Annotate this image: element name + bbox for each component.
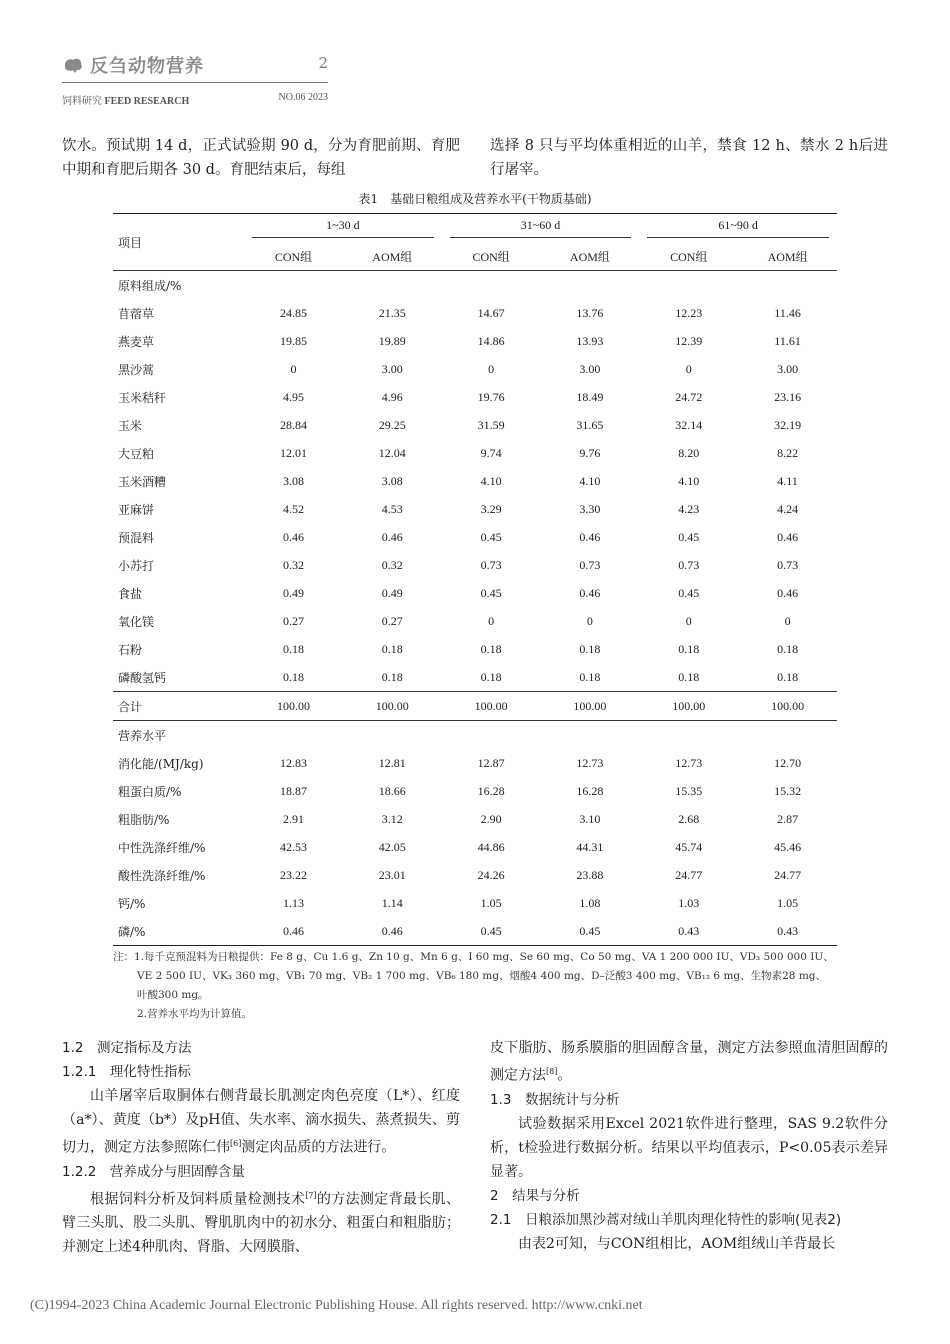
heading-1-2: 1.2 测定指标及方法 (62, 1040, 192, 1056)
cell-value: 42.53 (279, 839, 307, 854)
cell-value: 0.18 (579, 669, 601, 684)
period-header: 1~30 d (252, 218, 434, 238)
cell-value: 23.01 (378, 867, 406, 882)
cell-value: 44.31 (576, 839, 604, 854)
item-header: 项目 (113, 214, 244, 271)
cell-value: 0.45 (678, 585, 700, 600)
table-row (113, 439, 837, 467)
cell-value: 0.32 (381, 557, 403, 572)
cell-value: 12.23 (675, 305, 703, 320)
row-label: 磷酸氢钙 (118, 670, 167, 685)
table-row (113, 495, 837, 523)
cell-value: 0.27 (381, 613, 403, 628)
cell-value: 0.49 (381, 585, 403, 600)
table-notes (113, 948, 843, 1024)
copyright-footer: (C)1994-2023 China Academic Journal Electronic Publishing House. All rights reserved. http://www.cnki.net (30, 1298, 643, 1313)
cell-value: 19.89 (378, 333, 406, 348)
cell-value: 15.32 (774, 783, 802, 798)
cell-value: 0.46 (282, 923, 304, 938)
cell-value: 18.66 (378, 783, 406, 798)
cell-value: 18.49 (576, 389, 604, 404)
citation: [7] (305, 1190, 317, 1200)
cell-value: 0.43 (678, 923, 700, 938)
cell-value: 0 (784, 613, 791, 628)
cell-value: 31.65 (576, 417, 604, 432)
cell-value: 3.00 (777, 361, 799, 376)
row-label: 氧化镁 (118, 614, 155, 629)
diet-table (113, 213, 837, 946)
cell-value: 24.26 (477, 867, 505, 882)
cell-value: 100.00 (375, 698, 409, 713)
body-left-column (62, 1036, 460, 1259)
cell-value: 2.91 (282, 811, 304, 826)
cell-value: 21.35 (378, 305, 406, 320)
row-label: 小苏打 (118, 558, 155, 573)
cell-value: 3.00 (381, 361, 403, 376)
cell-value: 12.83 (279, 755, 307, 770)
cell-value: 0.46 (777, 585, 799, 600)
cell-value: 12.81 (378, 755, 406, 770)
cell-value: 0 (488, 361, 495, 376)
cell-value: 0.32 (282, 557, 304, 572)
table-row (113, 299, 837, 327)
cell-value: 24.85 (279, 305, 307, 320)
group-header: CON组 (670, 249, 708, 264)
cell-value: 16.28 (477, 783, 505, 798)
cell-value: 3.10 (579, 811, 601, 826)
row-label: 磷/% (118, 924, 146, 939)
cell-value: 3.12 (381, 811, 403, 826)
cell-value: 0.45 (480, 585, 502, 600)
cell-value: 4.10 (480, 473, 502, 488)
table-row (113, 777, 837, 805)
cell-value: 3.08 (381, 473, 403, 488)
section-label: 营养水平 (118, 728, 167, 743)
intro-right: 选择 8 只与平均体重相近的山羊，禁食 12 h、禁水 2 h后进行屠宰。 (490, 138, 888, 178)
cell-value: 0.18 (282, 641, 304, 656)
note-1-cont: VE 2 500 IU、VK₃ 360 mg、VB₁ 70 mg、VB₂ 1 700 mg、VB₆ 180 mg、烟酸4 400 mg、D–泛酸3 400 mg、VB₁₂ 6 mg、生物素28 mg、 (137, 970, 827, 982)
cell-value: 0 (586, 613, 593, 628)
row-label: 粗脂肪/% (118, 812, 170, 827)
table-row (113, 327, 837, 355)
table-caption: 表1 基础日粮组成及营养水平(干物质基础) (358, 192, 592, 206)
citation: [6] (230, 1139, 242, 1148)
cell-value: 0.18 (381, 641, 403, 656)
cell-value: 15.35 (675, 783, 703, 798)
cell-value: 0.18 (480, 669, 502, 684)
group-header: AOM组 (767, 249, 808, 264)
row-label: 燕麦草 (118, 334, 155, 349)
table-row (113, 663, 837, 692)
row-label: 玉米酒糟 (118, 474, 167, 489)
paragraph-cont: 皮下脂肪、肠系膜脂的胆固醇含量，测定方法参照血清胆固醇的测定方法[8]。 (490, 1040, 888, 1084)
table-row (113, 355, 837, 383)
page-header (62, 52, 328, 107)
cell-value: 12.70 (774, 755, 802, 770)
cell-value: 9.76 (579, 445, 601, 460)
table-row (113, 889, 837, 917)
cell-value: 0.46 (282, 529, 304, 544)
table-row (113, 551, 837, 579)
page-number: 2 (318, 54, 328, 72)
row-label: 玉米 (118, 418, 143, 433)
cell-value: 0.18 (777, 669, 799, 684)
cell-value: 2.90 (480, 811, 502, 826)
cell-value: 9.74 (480, 445, 502, 460)
cell-value: 0 (290, 361, 297, 376)
cell-value: 12.87 (477, 755, 505, 770)
cell-value: 1.03 (678, 895, 700, 910)
row-label: 中性洗涤纤维/% (118, 840, 206, 855)
table-row (113, 411, 837, 439)
intro-left: 饮水。预试期 14 d，正式试验期 90 d，分为育肥前期、育肥中期和育肥后期各 30 d。育肥结束后，每组 (62, 138, 460, 178)
cell-value: 42.05 (378, 839, 406, 854)
cell-value: 11.46 (774, 305, 801, 320)
table-row (113, 805, 837, 833)
cell-value: 44.86 (477, 839, 505, 854)
cell-value: 4.23 (678, 501, 700, 516)
cell-value: 0.18 (480, 641, 502, 656)
paragraph-1-2-2: 根据饲料分析及饲料质量检测技术[7]的方法测定背最长肌、臂三头肌、股二头肌、臀肌肌肉中的初水分、粗蛋白和粗脂肪；并测定上述4种肌肉、肾脂、大网膜脂、 (62, 1190, 461, 1256)
table-row (113, 523, 837, 551)
cell-value: 0.46 (579, 529, 601, 544)
body-right-column (490, 1036, 888, 1256)
cell-value: 18.87 (279, 783, 307, 798)
journal-cn: 饲料研究 (62, 96, 102, 107)
cell-value: 0 (685, 361, 692, 376)
cell-value: 0.45 (678, 529, 700, 544)
cell-value: 0 (685, 613, 692, 628)
cell-value: 0.46 (579, 585, 601, 600)
cell-value: 0.73 (777, 557, 799, 572)
cell-value: 0.46 (381, 923, 403, 938)
cell-value: 0.73 (579, 557, 601, 572)
cell-value: 4.10 (579, 473, 601, 488)
cell-value: 24.77 (675, 867, 703, 882)
cell-value: 24.77 (774, 867, 802, 882)
group-header: AOM组 (569, 249, 610, 264)
cell-value: 45.46 (774, 839, 802, 854)
cell-value: 1.08 (579, 895, 601, 910)
cell-value: 0.18 (282, 669, 304, 684)
row-label: 消化能/(MJ/kg) (118, 756, 204, 771)
cell-value: 0.18 (678, 641, 700, 656)
section-row (113, 271, 837, 300)
cell-value: 0.18 (678, 669, 700, 684)
table-row (113, 917, 837, 946)
row-label: 酸性洗涤纤维/% (118, 868, 206, 883)
cell-value: 0.45 (480, 529, 502, 544)
cell-value: 0.73 (480, 557, 502, 572)
cell-value: 3.30 (579, 501, 601, 516)
group-header: CON组 (274, 249, 313, 264)
table-row (113, 861, 837, 889)
cell-value: 19.76 (477, 389, 505, 404)
cell-value: 13.76 (576, 305, 604, 320)
cell-value: 0.46 (381, 529, 403, 544)
group-header: CON组 (472, 249, 510, 264)
period-header: 61~90 d (647, 218, 829, 238)
table-row (113, 692, 837, 721)
cell-value: 1.13 (282, 895, 304, 910)
cell-value: 0.45 (480, 923, 502, 938)
cell-value: 2.87 (777, 811, 799, 826)
cell-value: 100.00 (474, 698, 508, 713)
cell-value: 0.27 (282, 613, 304, 628)
table-row (113, 749, 837, 777)
cell-value: 0.49 (282, 585, 304, 600)
cell-value: 0 (488, 613, 495, 628)
row-label: 粗蛋白质/% (118, 784, 182, 799)
cell-value: 11.61 (774, 333, 801, 348)
section-title: 反刍动物营养 (90, 56, 204, 77)
cell-value: 4.96 (381, 389, 403, 404)
heading-1-2-2: 1.2.2 营养成分与胆固醇含量 (62, 1163, 245, 1180)
cell-value: 24.72 (675, 389, 703, 404)
cell-value: 8.20 (678, 445, 700, 460)
cell-value: 16.28 (576, 783, 604, 798)
cell-value: 4.11 (777, 473, 798, 488)
heading-2-1: 2.1 日粮添加黑沙蒿对绒山羊肌肉理化特性的影响(见表2) (490, 1211, 842, 1228)
cell-value: 14.86 (477, 333, 505, 348)
cell-value: 1.05 (777, 895, 799, 910)
cell-value: 4.52 (282, 501, 304, 516)
note-2: 2.营养水平均为计算值。 (137, 1008, 253, 1020)
cell-value: 13.93 (576, 333, 604, 348)
cell-value: 28.84 (279, 417, 307, 432)
heading-2: 2 结果与分析 (490, 1187, 580, 1204)
cell-value: 100.00 (771, 698, 805, 713)
cell-value: 3.00 (579, 361, 601, 376)
cell-value: 32.19 (774, 417, 802, 432)
paragraph-1-3: 试验数据采用Excel 2021软件进行整理，SAS 9.2软件分析，t检验进行数据分析。结果以平均值表示，P<0.05表示差异显著。 (490, 1115, 888, 1180)
cell-value: 19.85 (279, 333, 307, 348)
header-divider (62, 82, 328, 83)
sheep-icon (62, 56, 84, 74)
note-1-end: 叶酸300 mg。 (137, 989, 209, 1001)
row-label: 预混料 (118, 530, 155, 545)
cell-value: 100.00 (276, 698, 310, 713)
cell-value: 0.45 (579, 923, 601, 938)
cell-value: 2.68 (678, 811, 700, 826)
cell-value: 29.25 (378, 417, 406, 432)
cell-value: 12.73 (675, 755, 703, 770)
row-label: 玉米秸秆 (118, 390, 167, 405)
cell-value: 0.18 (579, 641, 601, 656)
cell-value: 12.39 (675, 333, 703, 348)
period-header: 31~60 d (450, 218, 632, 238)
paragraph-1-2-1: 山羊屠宰后取胴体右侧背最长肌测定肉色亮度（L*）、红度（a*）、黄度（b*）及pH值、失水率、滴水损失、蒸煮损失、剪切力，测定方法参照陈仁伟[6]测定肉品质的方法进行。 (62, 1088, 460, 1156)
cell-value: 8.22 (777, 445, 799, 460)
cell-value: 4.95 (282, 389, 304, 404)
cell-value: 23.88 (576, 867, 604, 882)
cell-value: 0.46 (777, 529, 799, 544)
cell-value: 0.18 (777, 641, 799, 656)
cell-value: 32.14 (675, 417, 703, 432)
note-1: 注：1.每千克预混料为日粮提供：Fe 8 g、Cu 1.6 g、Zn 10 g、Mn 6 g、I 60 mg、Se 60 mg、Co 50 mg、VA 1 200 000 IU、VD₃ 500 000 IU、 (113, 951, 834, 963)
cell-value: 12.01 (279, 445, 307, 460)
table-row (113, 467, 837, 495)
cell-value: 45.74 (675, 839, 703, 854)
cell-value: 14.67 (477, 305, 505, 320)
citation: [8] (546, 1067, 558, 1076)
cell-value: 100.00 (672, 698, 706, 713)
cell-value: 1.05 (480, 895, 502, 910)
table-row (113, 833, 837, 861)
section-logo (62, 52, 328, 78)
cell-value: 1.14 (381, 895, 403, 910)
cell-value: 100.00 (573, 698, 607, 713)
cell-value: 23.16 (774, 389, 802, 404)
cell-value: 4.10 (678, 473, 700, 488)
heading-1-2-1: 1.2.1 理化特性指标 (62, 1064, 191, 1080)
paragraph-2-1: 由表2可知，与CON组相比，AOM组绒山羊背最长 (518, 1235, 836, 1252)
table-row (113, 607, 837, 635)
row-label: 钙/% (118, 896, 146, 911)
cell-value: 0.73 (678, 557, 700, 572)
row-label: 亚麻饼 (118, 502, 155, 517)
cell-value: 23.22 (279, 867, 307, 882)
heading-1-3: 1.3 数据统计与分析 (490, 1091, 620, 1108)
cell-value: 31.59 (477, 417, 505, 432)
cell-value: 12.73 (576, 755, 604, 770)
table-row (113, 579, 837, 607)
issue-number: NO.06 2023 (278, 92, 328, 103)
row-label: 合计 (118, 699, 143, 714)
group-header: AOM组 (372, 249, 413, 264)
row-label: 大豆粕 (118, 446, 155, 461)
row-label: 食盐 (118, 586, 143, 601)
section-row (113, 721, 837, 750)
cell-value: 0.43 (777, 923, 799, 938)
journal-en: FEED RESEARCH (104, 96, 190, 107)
cell-value: 4.24 (777, 501, 799, 516)
cell-value: 3.29 (480, 501, 502, 516)
cell-value: 4.53 (381, 501, 403, 516)
row-label: 苜蓿草 (118, 306, 155, 321)
cell-value: 0.18 (381, 669, 403, 684)
cell-value: 3.08 (282, 473, 304, 488)
row-label: 黑沙蒿 (118, 362, 155, 377)
section-label: 原料组成/% (118, 278, 182, 293)
row-label: 石粉 (118, 642, 143, 657)
table-row (113, 383, 837, 411)
table-row (113, 635, 837, 663)
cell-value: 12.04 (378, 445, 406, 460)
journal-line (62, 92, 328, 107)
